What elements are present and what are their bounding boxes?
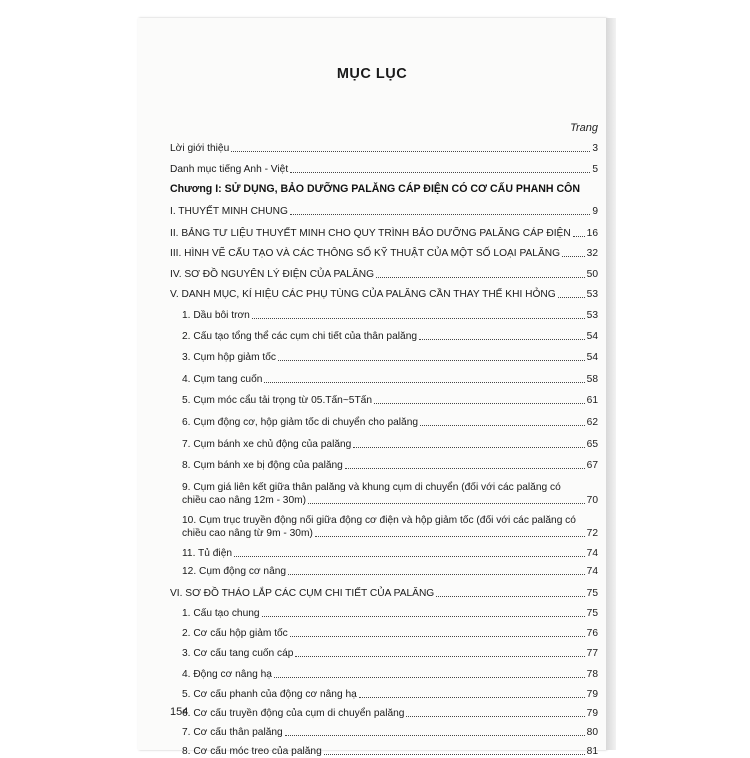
leader-dots: [231, 151, 590, 152]
toc-entry-page: 32: [586, 248, 598, 259]
toc-entry-text: VI. SƠ ĐỒ THÁO LẮP CÁC CỤM CHI TIẾT CỦA PALĂNG: [170, 588, 435, 599]
toc-entry-page: 54: [586, 331, 598, 342]
toc-entry-page: 75: [586, 588, 598, 599]
toc-section: [170, 206, 598, 218]
toc-entry-text: 11. Tủ điện: [182, 548, 233, 559]
toc-entry-page: 80: [586, 727, 598, 738]
toc-entry-page: 53: [586, 310, 598, 321]
leader-dots: [573, 236, 585, 237]
toc-entry: [170, 143, 598, 155]
toc-entry-page: 5: [592, 164, 598, 175]
toc-entry-page: 76: [586, 628, 598, 639]
toc-section: [170, 588, 598, 600]
toc-entry-text: 2. Cơ cấu hộp giảm tốc: [182, 628, 288, 639]
leader-dots: [558, 297, 585, 298]
page-number: 154: [170, 706, 189, 718]
toc-section: [170, 269, 598, 281]
toc-entry-text: 6. Cơ cấu truyền động của cụm di chuyển palăng: [182, 708, 405, 719]
leader-dots: [252, 318, 585, 319]
leader-dots: [290, 172, 590, 173]
toc-entry-page: 62: [586, 417, 598, 428]
toc-section: [170, 248, 598, 260]
toc-item: [182, 310, 598, 322]
page-gutter: [606, 18, 616, 750]
toc-entry-page: 65: [586, 439, 598, 450]
toc-entry-text: 6. Cụm động cơ, hộp giảm tốc di chuyển cho palăng: [182, 417, 419, 428]
leader-dots: [308, 503, 585, 504]
toc-entry: [170, 164, 598, 176]
toc-entry-page: 9: [592, 206, 598, 217]
toc-section: [170, 228, 598, 240]
toc-item: [182, 417, 598, 429]
toc-entry-text: Danh mục tiếng Anh - Việt: [170, 164, 289, 175]
toc-entry-text: IV. SƠ ĐỒ NGUYÊN LÝ ĐIỆN CỦA PALĂNG: [170, 269, 375, 280]
toc-entry-text: 1. Cấu tạo chung: [182, 608, 260, 619]
toc-entry-page: 79: [586, 689, 598, 700]
leader-dots: [324, 754, 585, 755]
leader-dots: [264, 382, 584, 383]
toc-entry-text: 8. Cơ cấu móc treo của palăng: [182, 746, 322, 757]
toc-entry-page: 50: [586, 269, 598, 280]
toc-entry-text: 7. Cơ cấu thân palăng: [182, 727, 283, 738]
leader-dots: [274, 677, 585, 678]
leader-dots: [376, 277, 585, 278]
toc-entry-text: 1. Dầu bôi trơn: [182, 310, 250, 321]
toc-item: [182, 548, 598, 560]
leader-dots: [374, 403, 585, 404]
toc-item: [182, 352, 598, 364]
leader-dots: [262, 616, 585, 617]
leader-dots: [420, 425, 585, 426]
leader-dots: [345, 468, 585, 469]
toc-entry-page: 53: [586, 289, 598, 300]
toc-item: [182, 439, 598, 451]
toc-entry-page: 70: [586, 495, 598, 506]
toc-item: [182, 746, 598, 758]
leader-dots: [278, 360, 585, 361]
chapter-heading: Chương I: SỬ DỤNG, BẢO DƯỠNG PALĂNG CÁP ĐIỆN CÓ CƠ CẤU PHANH CÔN: [170, 183, 581, 195]
toc-item: [182, 669, 598, 681]
leader-dots: [288, 574, 585, 575]
toc-entry-text: I. THUYẾT MINH CHUNG: [170, 206, 288, 217]
toc-entry-text: 5. Cụm móc cẩu tải trọng từ 05.Tấn~5Tấn: [182, 395, 373, 406]
toc-entry-page: 81: [586, 746, 598, 757]
toc-entry-text: 3. Cụm hộp giảm tốc: [182, 352, 276, 363]
toc-item: [182, 566, 598, 578]
toc-item: [182, 689, 598, 701]
leader-dots: [436, 596, 584, 597]
toc-section: [170, 289, 598, 301]
toc-item: [182, 395, 598, 407]
toc-item: [182, 495, 598, 507]
toc-entry-page: 61: [586, 395, 598, 406]
toc-entry-text: Lời giới thiệu: [170, 143, 230, 154]
toc-entry-text: chiều cao nâng từ 9m - 30m): [182, 528, 313, 539]
leader-dots: [290, 214, 590, 215]
toc-item: [182, 708, 598, 720]
toc-entry-text: 3. Cơ cấu tang cuốn cáp: [182, 648, 294, 659]
toc-entry-page: 16: [586, 228, 598, 239]
toc-entry-page: 72: [586, 528, 598, 539]
toc-entry-page: 3: [592, 143, 598, 154]
toc-item: [182, 628, 598, 640]
toc-entry-text: 4. Cụm tang cuốn: [182, 374, 263, 385]
toc-item: [182, 528, 598, 540]
toc-entry-page: 79: [586, 708, 598, 719]
toc-item: [182, 331, 598, 343]
toc-entry-text: 7. Cụm bánh xe chủ động của palăng: [182, 439, 352, 450]
toc-item-line: 10. Cụm trục truyền động nối giữa động cơ điện và hộp giảm tốc (đối với các palăng có: [182, 515, 576, 526]
toc-entry-text: 2. Cấu tạo tổng thể các cụm chi tiết của thân palăng: [182, 331, 418, 342]
toc-item: [182, 608, 598, 620]
leader-dots: [406, 716, 584, 717]
page-column-label: Trang: [570, 122, 598, 134]
leader-dots: [234, 556, 585, 557]
page-title: MỤC LỤC: [336, 66, 408, 82]
leader-dots: [290, 636, 585, 637]
toc-entry-page: 75: [586, 608, 598, 619]
toc-entry-text: III. HÌNH VẼ CẤU TẠO VÀ CÁC THÔNG SỐ KỸ THUẬT CỦA MỘT SỐ LOẠI PALĂNG: [170, 248, 561, 259]
toc-entry-text: II. BẢNG TƯ LIỆU THUYẾT MINH CHO QUY TRÌNH BẢO DƯỠNG PALĂNG CÁP ĐIỆN: [170, 228, 571, 239]
toc-entry-page: 58: [586, 374, 598, 385]
leader-dots: [353, 447, 584, 448]
toc-item: [182, 460, 598, 472]
toc-entry-page: 74: [586, 566, 598, 577]
leader-dots: [295, 656, 584, 657]
toc-entry-text: 12. Cụm động cơ nâng: [182, 566, 287, 577]
toc-entry-page: 77: [586, 648, 598, 659]
toc-item-line: 9. Cụm giá liên kết giữa thân palăng và khung cụm di chuyển (đối với các palăng có: [182, 482, 561, 493]
toc-entry-page: 67: [586, 460, 598, 471]
leader-dots: [359, 697, 585, 698]
toc-entry-text: V. DANH MỤC, KÍ HIỆU CÁC PHỤ TÙNG CỦA PALĂNG CẦN THAY THẾ KHI HỎNG: [170, 289, 556, 300]
toc-entry-text: 5. Cơ cấu phanh của động cơ nâng hạ: [182, 689, 357, 700]
toc-item: [182, 374, 598, 386]
book-page: [138, 18, 606, 757]
toc-entry-page: 54: [586, 352, 598, 363]
toc-entry-text: chiều cao nâng 12m - 30m): [182, 495, 307, 506]
toc-entry-page: 74: [586, 548, 598, 559]
toc-entry-page: 78: [586, 669, 598, 680]
toc-entry-text: 4. Động cơ nâng hạ: [182, 669, 272, 680]
toc-item: [182, 727, 598, 739]
leader-dots: [562, 256, 585, 257]
toc-entry-text: 8. Cụm bánh xe bị động của palăng: [182, 460, 343, 471]
toc-item: [182, 648, 598, 660]
leader-dots: [315, 536, 585, 537]
leader-dots: [419, 339, 585, 340]
leader-dots: [285, 735, 585, 736]
